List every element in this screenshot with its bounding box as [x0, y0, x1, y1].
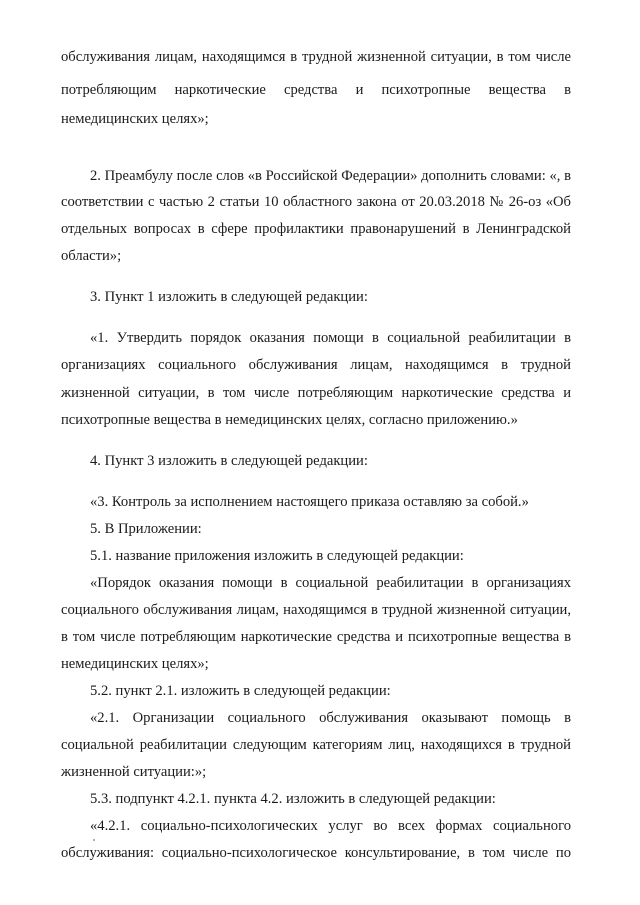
text-line: потребляющим наркотические средства и психотропные вещества в	[61, 82, 571, 98]
text-line: социального обслуживания лицам, находящимся в трудной жизненной ситуации,	[61, 602, 571, 618]
text-line: соответствии с частью 2 статьи 10 областного закона от 20.03.2018 № 26-оз «Об	[61, 194, 571, 210]
text-line: психотропные вещества в немедицинских целях, согласно приложению.»	[61, 412, 518, 428]
paragraph-first-line: «2.1. Организации социального обслуживания оказывают помощь в	[90, 710, 571, 726]
text-line: жизненной ситуации, в том числе потребляющим наркотические средства и	[61, 385, 571, 401]
text-line: организациях социального обслуживания лицам, находящимся в трудной	[61, 357, 571, 373]
paragraph-first-line: 5.3. подпункт 4.2.1. пункта 4.2. изложить в следующей редакции:	[90, 791, 496, 807]
text-line: немедицинских целях»;	[61, 656, 209, 672]
text-line: обслуживания лицам, находящимся в трудной жизненной ситуации, в том числе	[61, 49, 571, 65]
paragraph-first-line: «Порядок оказания помощи в социальной реабилитации в организациях	[90, 575, 571, 591]
paragraph-first-line: 4. Пункт 3 изложить в следующей редакции:	[90, 453, 368, 469]
scan-speck	[93, 839, 95, 841]
text-line: социальной реабилитации следующим категориям лиц, находящихся в трудной	[61, 737, 571, 753]
paragraph-first-line: «1. Утвердить порядок оказания помощи в социальной реабилитации в	[90, 330, 571, 346]
paragraph-first-line: 2. Преамбулу после слов «в Российской Федерации» дополнить словами: «, в	[90, 168, 571, 184]
text-line: жизненной ситуации:»;	[61, 764, 207, 780]
text-line: в том числе потребляющим наркотические средства и психотропные вещества в	[61, 629, 571, 645]
text-line: обслуживания: социально-психологическое консультирование, в том числе по	[61, 845, 571, 861]
text-line: области»;	[61, 248, 122, 264]
paragraph-first-line: 5.1. название приложения изложить в следующей редакции:	[90, 548, 464, 564]
paragraph-first-line: «4.2.1. социально-психологических услуг во всех формах социального	[90, 818, 571, 834]
paragraph-first-line: 5. В Приложении:	[90, 521, 202, 537]
text-line: отдельных вопросах в сфере профилактики правонарушений в Ленинградской	[61, 221, 571, 237]
paragraph-first-line: 3. Пункт 1 изложить в следующей редакции:	[90, 289, 368, 305]
paragraph-first-line: 5.2. пункт 2.1. изложить в следующей редакции:	[90, 683, 391, 699]
text-line: немедицинских целях»;	[61, 111, 209, 127]
paragraph-first-line: «3. Контроль за исполнением настоящего приказа оставляю за собой.»	[90, 494, 529, 510]
